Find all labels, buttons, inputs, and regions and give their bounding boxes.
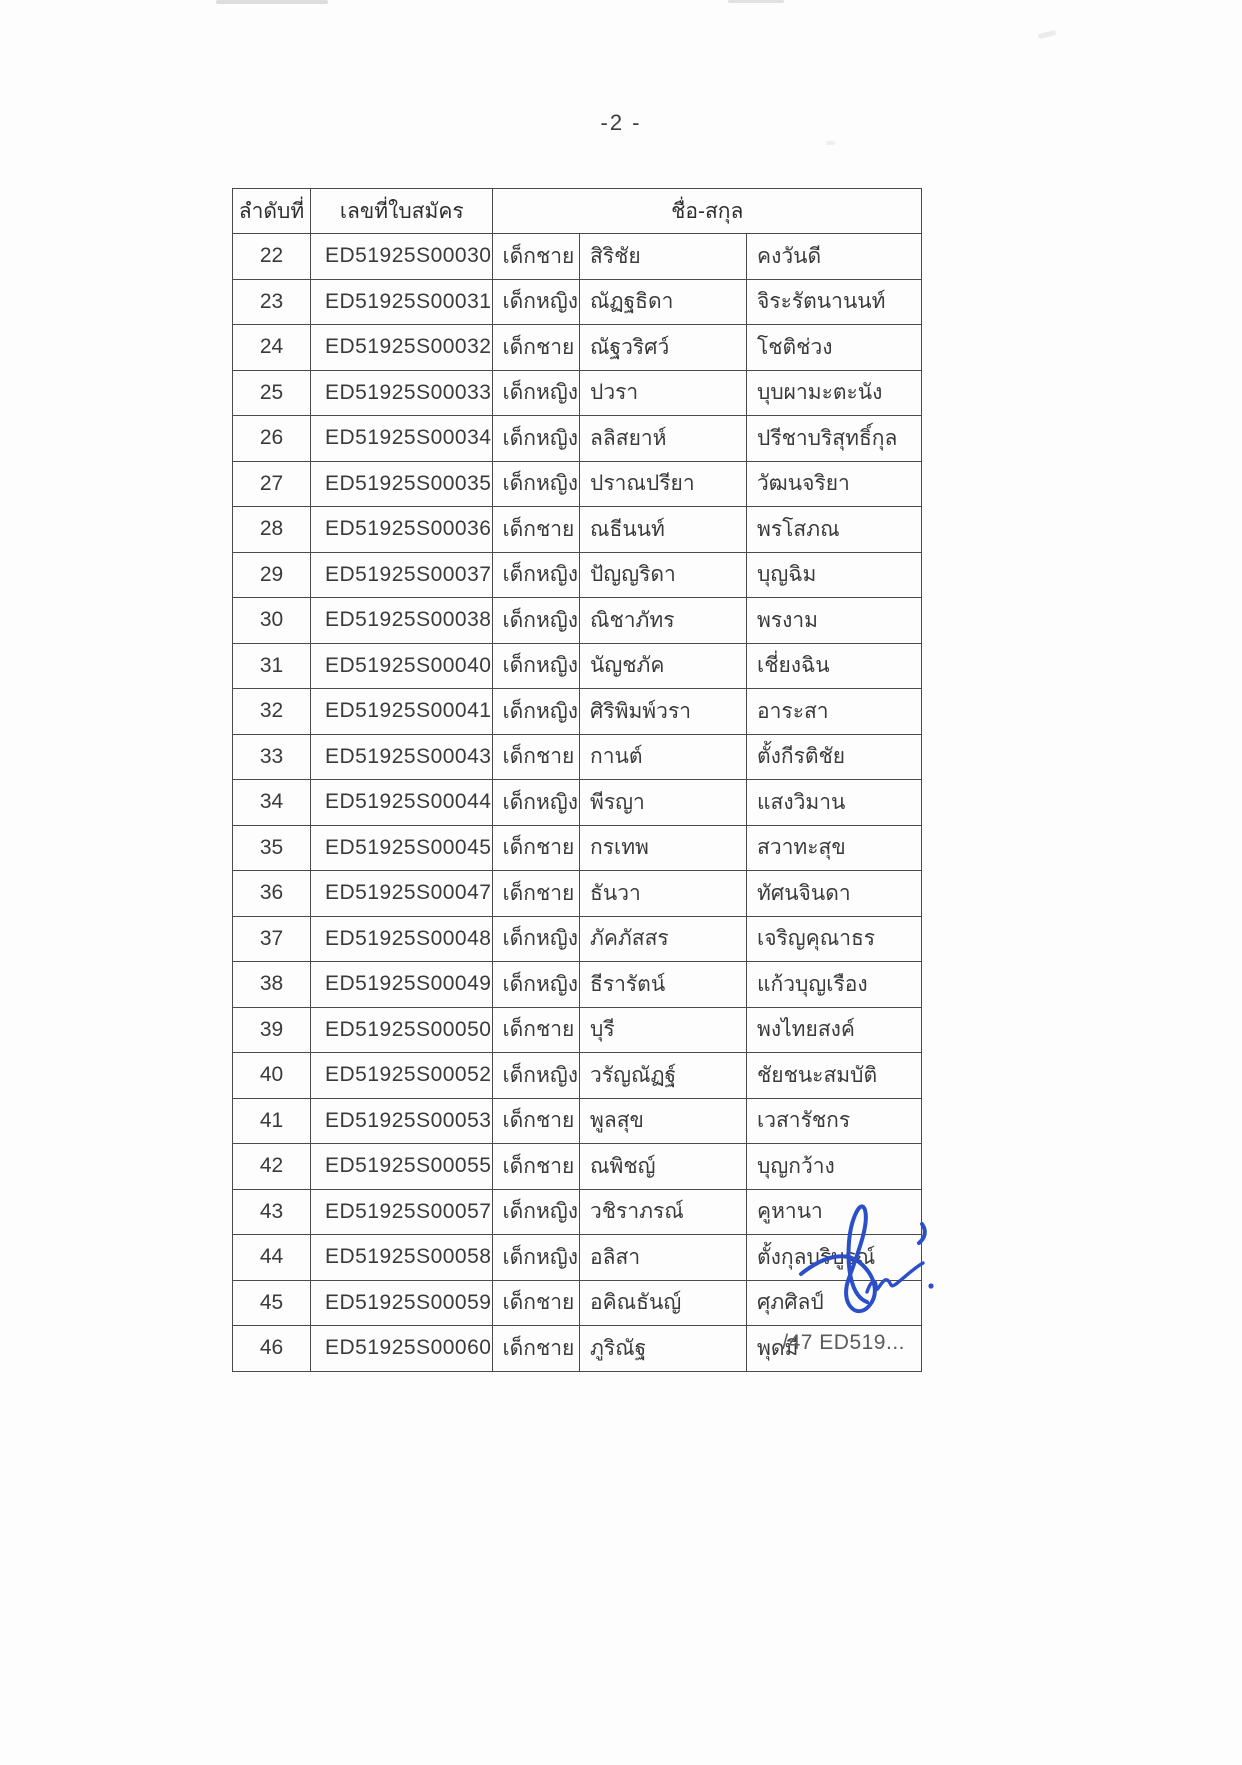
cell-index: 24 [233,325,311,371]
cell-title: เด็กชาย [493,1280,580,1326]
cell-index: 41 [233,1098,311,1144]
cell-last-name: อาระสา [747,689,922,735]
cell-first-name: อคิณธันญ์ [580,1280,747,1326]
cell-title: เด็กหญิง [493,1053,580,1099]
cell-index: 25 [233,370,311,416]
cell-title: เด็กชาย [493,734,580,780]
cell-application-no: ED51925S00044 [311,780,493,826]
cell-last-name: แก้วบุญเรือง [747,962,922,1008]
cell-last-name: เชี่ยงฉิน [747,643,922,689]
table-row [233,416,922,462]
cell-first-name: กานต์ [580,734,747,780]
cell-first-name: ลลิสยาห์ [580,416,747,462]
scan-artifact [1038,30,1057,39]
cell-application-no: ED51925S00047 [311,871,493,917]
table-row [233,916,922,962]
table-row [233,689,922,735]
applicant-table [232,188,922,1372]
table-row [233,1098,922,1144]
cell-first-name: ณัฏฐธิดา [580,279,747,325]
cell-application-no: ED51925S00031 [311,279,493,325]
cell-last-name: บุญฉิม [747,552,922,598]
cell-title: เด็กหญิง [493,370,580,416]
table-row [233,643,922,689]
cell-last-name: ศุภศิลป์ [747,1280,922,1326]
cell-index: 35 [233,825,311,871]
cell-index: 40 [233,1053,311,1099]
cell-last-name: คูหานา [747,1189,922,1235]
cell-first-name: วรัญณัฏฐ์ [580,1053,747,1099]
cell-last-name: เจริญคุณาธร [747,916,922,962]
cell-first-name: บุรี [580,1007,747,1053]
table-row [233,780,922,826]
cell-first-name: ปวรา [580,370,747,416]
cell-index: 31 [233,643,311,689]
table-row [233,234,922,280]
cell-first-name: ธีรารัตน์ [580,962,747,1008]
cell-index: 33 [233,734,311,780]
cell-first-name: ศิริพิมพ์วรา [580,689,747,735]
cell-last-name: ปรีชาบริสุทธิ์กุล [747,416,922,462]
table-row [233,370,922,416]
table-row [233,1280,922,1326]
cell-first-name: ณิชาภัทร [580,598,747,644]
cell-first-name: พีรญา [580,780,747,826]
cell-application-no: ED51925S00050 [311,1007,493,1053]
cell-first-name: ปัญญริดา [580,552,747,598]
cell-application-no: ED51925S00060 [311,1326,493,1372]
cell-last-name: โชติช่วง [747,325,922,371]
cell-last-name: พงไทยสงค์ [747,1007,922,1053]
cell-title: เด็กชาย [493,1098,580,1144]
cell-last-name: สวาทะสุข [747,825,922,871]
cell-last-name: วัฒนจริยา [747,461,922,507]
cell-title: เด็กชาย [493,507,580,553]
scan-artifact [826,141,835,145]
header-application-no: เลขที่ใบสมัคร [311,189,493,234]
cell-last-name: พุดมี [747,1326,922,1372]
cell-last-name: ทัศนจินดา [747,871,922,917]
cell-first-name: ณัฐวริศว์ [580,325,747,371]
cell-title: เด็กหญิง [493,416,580,462]
cell-application-no: ED51925S00041 [311,689,493,735]
cell-application-no: ED51925S00048 [311,916,493,962]
cell-index: 23 [233,279,311,325]
footer-note: /47 ED519... [782,1331,905,1354]
cell-first-name: อลิสา [580,1235,747,1281]
cell-application-no: ED51925S00033 [311,370,493,416]
cell-title: เด็กชาย [493,234,580,280]
table-header [233,189,922,234]
cell-index: 34 [233,780,311,826]
cell-last-name: บุญกว้าง [747,1144,922,1190]
table-header-row [233,189,922,234]
cell-application-no: ED51925S00059 [311,1280,493,1326]
cell-index: 42 [233,1144,311,1190]
table-row [233,1007,922,1053]
cell-index: 27 [233,461,311,507]
table-row [233,598,922,644]
cell-first-name: ภูริณัฐ [580,1326,747,1372]
cell-application-no: ED51925S00043 [311,734,493,780]
cell-last-name: ชัยชนะสมบัติ [747,1053,922,1099]
cell-index: 30 [233,598,311,644]
cell-index: 38 [233,962,311,1008]
cell-index: 28 [233,507,311,553]
cell-application-no: ED51925S00040 [311,643,493,689]
cell-first-name: ปราณปรียา [580,461,747,507]
table-row [233,734,922,780]
cell-title: เด็กหญิง [493,689,580,735]
cell-last-name: พรงาม [747,598,922,644]
cell-application-no: ED51925S00034 [311,416,493,462]
cell-application-no: ED51925S00049 [311,962,493,1008]
cell-last-name: จิระรัตนานนท์ [747,279,922,325]
table-row [233,1053,922,1099]
table-row [233,1235,922,1281]
table-row [233,871,922,917]
cell-application-no: ED51925S00037 [311,552,493,598]
table-row [233,1144,922,1190]
cell-title: เด็กชาย [493,1144,580,1190]
cell-last-name: ตั้งกีรติชัย [747,734,922,780]
cell-first-name: ณพิชญ์ [580,1144,747,1190]
cell-first-name: นัญชภัค [580,643,747,689]
cell-application-no: ED51925S00053 [311,1098,493,1144]
cell-title: เด็กชาย [493,825,580,871]
table-row [233,461,922,507]
header-name: ชื่อ-สกุล [493,189,922,234]
cell-title: เด็กหญิง [493,552,580,598]
cell-first-name: ธันวา [580,871,747,917]
table-row [233,962,922,1008]
cell-first-name: วชิราภรณ์ [580,1189,747,1235]
cell-title: เด็กหญิง [493,461,580,507]
cell-last-name: พรโสภณ [747,507,922,553]
cell-title: เด็กหญิง [493,916,580,962]
cell-title: เด็กหญิง [493,598,580,644]
cell-first-name: ภัคภัสสร [580,916,747,962]
cell-title: เด็กหญิง [493,962,580,1008]
table-row [233,325,922,371]
cell-application-no: ED51925S00055 [311,1144,493,1190]
cell-index: 29 [233,552,311,598]
cell-index: 26 [233,416,311,462]
cell-index: 32 [233,689,311,735]
table-row [233,1189,922,1235]
cell-application-no: ED51925S00058 [311,1235,493,1281]
cell-first-name: ณธีนนท์ [580,507,747,553]
cell-application-no: ED51925S00057 [311,1189,493,1235]
signature-dot [928,1283,933,1288]
cell-title: เด็กหญิง [493,1235,580,1281]
cell-application-no: ED51925S00052 [311,1053,493,1099]
cell-first-name: พูลสุข [580,1098,747,1144]
cell-application-no: ED51925S00038 [311,598,493,644]
cell-index: 37 [233,916,311,962]
page-number: -2 - [600,110,642,135]
cell-title: เด็กหญิง [493,780,580,826]
cell-last-name: ตั้งกุลบริบูรณ์ [747,1235,922,1281]
cell-title: เด็กชาย [493,1007,580,1053]
cell-first-name: กรเทพ [580,825,747,871]
cell-application-no: ED51925S00032 [311,325,493,371]
cell-title: เด็กชาย [493,871,580,917]
cell-title: เด็กชาย [493,325,580,371]
cell-index: 46 [233,1326,311,1372]
table-body [233,234,922,1372]
cell-application-no: ED51925S00036 [311,507,493,553]
table-row [233,279,922,325]
cell-index: 39 [233,1007,311,1053]
cell-application-no: ED51925S00035 [311,461,493,507]
cell-title: เด็กหญิง [493,1189,580,1235]
scan-artifact [216,0,328,4]
cell-last-name: คงวันดี [747,234,922,280]
cell-last-name: บุบผามะตะนัง [747,370,922,416]
table-row [233,552,922,598]
cell-last-name: เวสารัชกร [747,1098,922,1144]
cell-application-no: ED51925S00045 [311,825,493,871]
cell-first-name: สิริชัย [580,234,747,280]
scan-artifact [728,0,784,3]
table-row [233,825,922,871]
cell-title: เด็กหญิง [493,279,580,325]
cell-index: 45 [233,1280,311,1326]
table-row [233,507,922,553]
cell-title: เด็กหญิง [493,643,580,689]
header-index: ลำดับที่ [233,189,311,234]
cell-index: 22 [233,234,311,280]
cell-index: 43 [233,1189,311,1235]
cell-application-no: ED51925S00030 [311,234,493,280]
cell-last-name: แสงวิมาน [747,780,922,826]
cell-index: 44 [233,1235,311,1281]
cell-title: เด็กชาย [493,1326,580,1372]
cell-index: 36 [233,871,311,917]
